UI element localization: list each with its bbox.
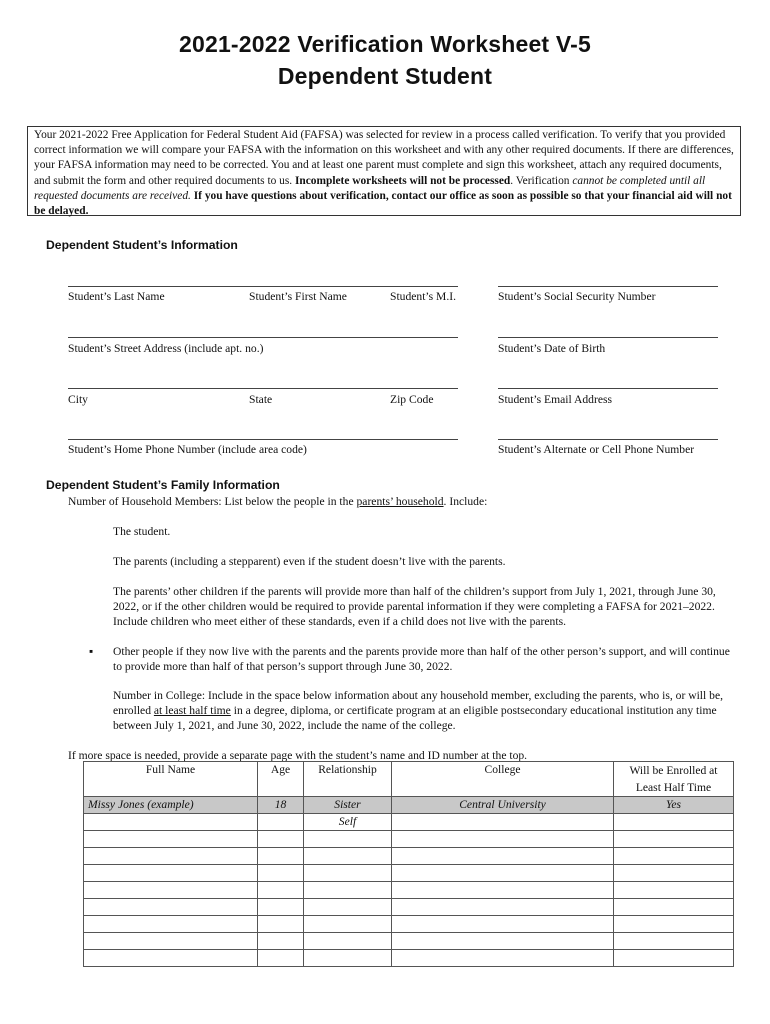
cell-enrolled[interactable]	[614, 933, 734, 950]
intro-bold-1: Incomplete worksheets will not be processed	[294, 174, 511, 187]
table-row	[84, 831, 734, 848]
cell-relationship[interactable]	[304, 950, 392, 967]
table-row-example	[84, 797, 734, 814]
cell-age[interactable]	[258, 865, 304, 882]
cell-college[interactable]	[392, 865, 614, 882]
email-label: Student’s Email Address	[498, 393, 613, 406]
address-field-line[interactable]	[68, 337, 458, 338]
cell-full-name[interactable]	[84, 950, 258, 967]
example-age: 18	[258, 797, 304, 814]
page-subtitle: Dependent Student	[277, 63, 493, 89]
cell-full-name[interactable]	[84, 865, 258, 882]
cell-college[interactable]	[392, 916, 614, 933]
cell-full-name[interactable]	[84, 831, 258, 848]
cell-enrolled[interactable]	[614, 848, 734, 865]
cell-full-name[interactable]	[84, 848, 258, 865]
cell-full-name[interactable]	[84, 916, 258, 933]
cell-age[interactable]	[258, 933, 304, 950]
household-members-table	[83, 761, 734, 967]
bullet-icon: ▪	[89, 645, 94, 658]
cell-relationship-self: Self	[304, 814, 392, 831]
cell-age[interactable]	[258, 899, 304, 916]
cell-phone-label: Student’s Alternate or Cell Phone Number	[498, 443, 695, 456]
include-student: The student.	[113, 525, 171, 538]
dob-label: Student’s Date of Birth	[498, 342, 606, 355]
example-full-name: Missy Jones (example)	[84, 797, 258, 814]
ssn-label: Student’s Social Security Number	[498, 290, 656, 303]
cell-college[interactable]	[392, 814, 614, 831]
cell-full-name[interactable]	[84, 933, 258, 950]
cell-college[interactable]	[392, 882, 614, 899]
include-other-children: The parents’ other children if the parents will provide more than half of the children’s support from July 1, 2021, through June 30, 2022, or if the other children would be required to provide parental information if they were completing a FAFSA for 2021–2022. Include children who meet either of these standards, even if a child does not live with the parents.	[113, 585, 716, 628]
intro-text-2: . Verification	[510, 174, 573, 187]
header-age: Age	[258, 762, 304, 797]
cell-relationship[interactable]	[304, 865, 392, 882]
cell-relationship[interactable]	[304, 848, 392, 865]
name-field-line[interactable]	[68, 286, 458, 287]
table-row	[84, 916, 734, 933]
state-label: State	[249, 393, 273, 406]
example-relationship: Sister	[304, 797, 392, 814]
cell-relationship[interactable]	[304, 882, 392, 899]
household-intro-text: Number of Household Members: List below the people in the	[68, 495, 357, 508]
cell-enrolled[interactable]	[614, 831, 734, 848]
address-label: Student’s Street Address (include apt. no.)	[68, 342, 264, 355]
household-intro-underline: parents’ household	[356, 495, 444, 508]
cell-age[interactable]	[258, 882, 304, 899]
cell-age[interactable]	[258, 848, 304, 865]
more-space-note: If more space is needed, provide a separate page with the student’s name and ID number at the top.	[68, 749, 528, 762]
table-row	[84, 933, 734, 950]
college-underline: at least half time	[153, 704, 231, 717]
dob-field-line[interactable]	[498, 337, 718, 338]
header-enrolled: Will be Enrolled at Least Half Time	[614, 762, 734, 797]
cell-age[interactable]	[258, 950, 304, 967]
include-other-people: Other people if they now live with the parents and the parents provide more than half of the other person’s support, and will continue to provide more than half of that person’s support through June 30, 2022.	[113, 645, 730, 673]
cell-enrolled[interactable]	[614, 814, 734, 831]
first-name-label: Student’s First Name	[249, 290, 347, 303]
table-row	[84, 814, 734, 831]
intro-text-1: Your 2021-2022 Free Application for Federal Student Aid (FAFSA) was selected for review in a process called verification. To verify that you provided correct information we will compare your FAFSA with the information on this worksheet and with any other required documents. If there are differences, your FAFSA information may need to be corrected. You and at least one parent must complete and sign this worksheet, attach any required documents, and submit the form and other required documents to us.	[34, 129, 734, 187]
header-relationship: Relationship	[304, 762, 392, 797]
email-field-line[interactable]	[498, 388, 718, 389]
cell-age[interactable]	[258, 814, 304, 831]
intro-notice	[27, 126, 741, 216]
cell-full-name[interactable]	[84, 882, 258, 899]
zip-label: Zip Code	[390, 393, 434, 406]
family-info-heading: Dependent Student’s Family Information	[46, 478, 280, 492]
cell-full-name[interactable]	[84, 899, 258, 916]
cell-relationship[interactable]	[304, 831, 392, 848]
cell-age[interactable]	[258, 916, 304, 933]
cell-enrolled[interactable]	[614, 882, 734, 899]
intro-bold-2: If you have questions about verification, contact our office as soon as possible so that your financial aid will not be delayed.	[34, 189, 732, 218]
example-enrolled: Yes	[614, 797, 734, 814]
cell-phone-line[interactable]	[498, 439, 718, 440]
cell-relationship[interactable]	[304, 933, 392, 950]
example-college: Central University	[392, 797, 614, 814]
mi-label: Student’s M.I.	[390, 290, 457, 303]
city-label: City	[68, 393, 88, 406]
cell-college[interactable]	[392, 933, 614, 950]
table-row	[84, 882, 734, 899]
household-intro	[68, 494, 748, 509]
last-name-label: Student’s Last Name	[68, 290, 165, 303]
table-row	[84, 950, 734, 967]
table-row	[84, 899, 734, 916]
home-phone-label: Student’s Home Phone Number (include area code)	[68, 443, 307, 456]
home-phone-line[interactable]	[68, 439, 458, 440]
cell-age[interactable]	[258, 831, 304, 848]
cell-enrolled[interactable]	[614, 950, 734, 967]
household-intro-end: . Include:	[443, 495, 488, 508]
include-parents: The parents (including a stepparent) even if the student doesn’t live with the parents.	[113, 555, 506, 568]
cell-relationship[interactable]	[304, 916, 392, 933]
ssn-field-line[interactable]	[498, 286, 718, 287]
college-text-end: in a degree, diploma, or certificate program at an eligible postsecondary educational institution any time between July 1, 2021, and June 30, 2022, include the name of the college.	[113, 704, 717, 732]
header-college: College	[392, 762, 614, 797]
table-header-row	[84, 762, 734, 797]
page-title: 2021-2022 Verification Worksheet V-5	[178, 31, 592, 57]
cell-college[interactable]	[392, 899, 614, 916]
cell-full-name[interactable]	[84, 814, 258, 831]
cell-enrolled[interactable]	[614, 899, 734, 916]
city-state-zip-line[interactable]	[68, 388, 458, 389]
cell-college[interactable]	[392, 950, 614, 967]
header-full-name: Full Name	[84, 762, 258, 797]
cell-relationship[interactable]	[304, 899, 392, 916]
cell-college[interactable]	[392, 848, 614, 865]
table-row	[84, 865, 734, 882]
cell-college[interactable]	[392, 831, 614, 848]
cell-enrolled[interactable]	[614, 916, 734, 933]
number-in-college	[113, 688, 738, 733]
college-text: Number in College: Include in the space below information about any household member, excluding the parents, who is, or will be, enrolled	[113, 689, 723, 717]
intro-italic-1: cannot be completed until all requested documents are received.	[34, 174, 706, 202]
student-info-heading: Dependent Student’s Information	[46, 238, 238, 252]
table-row	[84, 848, 734, 865]
cell-enrolled[interactable]	[614, 865, 734, 882]
